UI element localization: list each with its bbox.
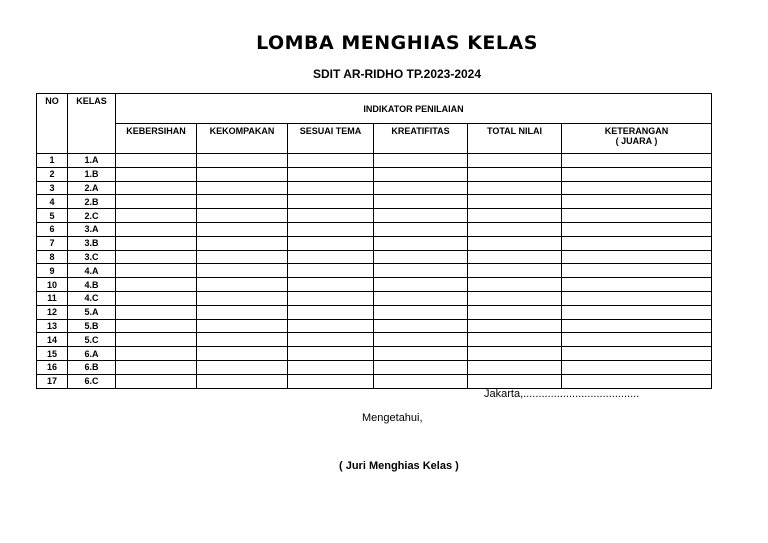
row-kelas: 3.A xyxy=(68,222,116,236)
score-cell xyxy=(468,333,562,347)
score-cell xyxy=(288,181,374,195)
row-no: 8 xyxy=(37,250,68,264)
score-cell xyxy=(116,236,197,250)
score-cell xyxy=(468,264,562,278)
score-cell xyxy=(374,305,468,319)
score-cell xyxy=(468,209,562,223)
score-cell xyxy=(288,236,374,250)
score-cell xyxy=(197,347,288,361)
table-row xyxy=(37,181,712,195)
header-keterangan xyxy=(562,124,712,154)
row-no: 4 xyxy=(37,195,68,209)
score-cell xyxy=(288,278,374,292)
row-no: 9 xyxy=(37,264,68,278)
signatory-label: ( Juri Menghias Kelas ) xyxy=(339,460,459,472)
row-no: 10 xyxy=(37,278,68,292)
score-cell xyxy=(468,291,562,305)
table-row xyxy=(37,167,712,181)
score-cell xyxy=(197,209,288,223)
score-cell xyxy=(116,347,197,361)
score-cell xyxy=(116,167,197,181)
score-cell xyxy=(562,222,712,236)
score-cell xyxy=(116,374,197,388)
score-cell xyxy=(197,360,288,374)
row-kelas: 4.A xyxy=(68,264,116,278)
score-cell xyxy=(562,250,712,264)
header-no: NO xyxy=(37,94,68,154)
header-total-nilai: TOTAL NILAI xyxy=(468,124,562,154)
score-cell xyxy=(116,181,197,195)
score-cell xyxy=(197,236,288,250)
document-subtitle: SDIT AR-RIDHO TP.2023-2024 xyxy=(312,67,482,81)
score-cell xyxy=(562,209,712,223)
table-row xyxy=(37,305,712,319)
row-kelas: 5.B xyxy=(68,319,116,333)
row-kelas: 3.C xyxy=(68,250,116,264)
row-no: 13 xyxy=(37,319,68,333)
score-cell xyxy=(562,167,712,181)
score-cell xyxy=(197,222,288,236)
table-row xyxy=(37,222,712,236)
score-cell xyxy=(197,291,288,305)
header-kreatifitas: KREATIFITAS xyxy=(374,124,468,154)
score-cell xyxy=(116,360,197,374)
row-no: 15 xyxy=(37,347,68,361)
score-cell xyxy=(116,319,197,333)
row-kelas: 4.B xyxy=(68,278,116,292)
score-cell xyxy=(468,360,562,374)
score-cell xyxy=(562,181,712,195)
row-no: 5 xyxy=(37,209,68,223)
table-row xyxy=(37,333,712,347)
score-cell xyxy=(288,250,374,264)
row-kelas: 6.C xyxy=(68,374,116,388)
score-cell xyxy=(374,319,468,333)
table-row xyxy=(37,250,712,264)
header-sesuai-tema: SESUAI TEMA xyxy=(288,124,374,154)
score-table xyxy=(36,93,712,389)
score-cell xyxy=(288,264,374,278)
score-cell xyxy=(116,195,197,209)
score-cell xyxy=(197,167,288,181)
row-kelas: 1.A xyxy=(68,154,116,168)
score-cell xyxy=(116,250,197,264)
score-cell xyxy=(197,195,288,209)
row-kelas: 3.B xyxy=(68,236,116,250)
score-cell xyxy=(562,360,712,374)
table-row xyxy=(37,154,712,168)
row-no: 7 xyxy=(37,236,68,250)
score-cell xyxy=(374,333,468,347)
row-no: 16 xyxy=(37,360,68,374)
score-cell xyxy=(288,167,374,181)
score-cell xyxy=(468,236,562,250)
row-kelas: 4.C xyxy=(68,291,116,305)
score-cell xyxy=(197,319,288,333)
score-cell xyxy=(288,319,374,333)
score-cell xyxy=(562,333,712,347)
table-row xyxy=(37,360,712,374)
score-cell xyxy=(116,209,197,223)
score-cell xyxy=(562,319,712,333)
score-cell xyxy=(374,264,468,278)
score-cell xyxy=(197,181,288,195)
score-cell xyxy=(197,278,288,292)
score-cell xyxy=(468,250,562,264)
score-cell xyxy=(288,333,374,347)
row-no: 14 xyxy=(37,333,68,347)
score-cell xyxy=(374,154,468,168)
score-cell xyxy=(468,154,562,168)
row-kelas: 2.C xyxy=(68,209,116,223)
score-cell xyxy=(288,305,374,319)
score-cell xyxy=(288,374,374,388)
score-cell xyxy=(288,222,374,236)
score-cell xyxy=(468,347,562,361)
score-cell xyxy=(288,360,374,374)
header-kekompakan: KEKOMPAKAN xyxy=(197,124,288,154)
score-cell xyxy=(116,305,197,319)
score-cell xyxy=(288,347,374,361)
score-cell xyxy=(374,278,468,292)
score-cell xyxy=(197,305,288,319)
row-kelas: 6.A xyxy=(68,347,116,361)
score-cell xyxy=(374,236,468,250)
score-cell xyxy=(116,222,197,236)
score-cell xyxy=(374,209,468,223)
score-cell xyxy=(562,264,712,278)
header-kebersihan: KEBERSIHAN xyxy=(116,124,197,154)
header-keterangan-label: KETERANGAN xyxy=(604,126,669,136)
score-cell xyxy=(562,305,712,319)
row-kelas: 1.B xyxy=(68,167,116,181)
row-kelas: 5.C xyxy=(68,333,116,347)
row-kelas: 6.B xyxy=(68,360,116,374)
score-cell xyxy=(374,360,468,374)
score-cell xyxy=(468,278,562,292)
header-keterangan-sub: ( JUARA ) xyxy=(615,136,658,146)
score-cell xyxy=(562,195,712,209)
header-indikator-penilaian: INDIKATOR PENILAIAN xyxy=(116,94,712,124)
table-row xyxy=(37,319,712,333)
score-cell xyxy=(374,167,468,181)
score-cell xyxy=(197,333,288,347)
table-row xyxy=(37,291,712,305)
score-cell xyxy=(468,167,562,181)
score-cell xyxy=(116,291,197,305)
score-cell xyxy=(116,264,197,278)
score-cell xyxy=(288,154,374,168)
row-kelas: 2.B xyxy=(68,195,116,209)
place-date: Jakarta,...................................... xyxy=(484,388,640,400)
score-cell xyxy=(197,374,288,388)
document-title: LOMBA MENGHIAS KELAS xyxy=(256,32,538,54)
table-row xyxy=(37,278,712,292)
score-cell xyxy=(197,154,288,168)
score-cell xyxy=(562,374,712,388)
table-row xyxy=(37,264,712,278)
row-no: 11 xyxy=(37,291,68,305)
table-body xyxy=(37,154,712,389)
score-cell xyxy=(197,264,288,278)
score-cell xyxy=(468,222,562,236)
table-row xyxy=(37,236,712,250)
table-row xyxy=(37,195,712,209)
acknowledged-label: Mengetahui, xyxy=(362,412,423,424)
score-cell xyxy=(562,347,712,361)
row-no: 2 xyxy=(37,167,68,181)
header-kelas: KELAS xyxy=(68,94,116,154)
score-cell xyxy=(288,195,374,209)
score-cell xyxy=(374,181,468,195)
score-cell xyxy=(468,195,562,209)
score-cell xyxy=(374,250,468,264)
score-cell xyxy=(374,374,468,388)
score-cell xyxy=(374,222,468,236)
row-no: 6 xyxy=(37,222,68,236)
score-cell xyxy=(468,305,562,319)
score-cell xyxy=(288,291,374,305)
row-no: 17 xyxy=(37,374,68,388)
score-cell xyxy=(374,347,468,361)
score-cell xyxy=(468,374,562,388)
score-cell xyxy=(288,209,374,223)
row-no: 12 xyxy=(37,305,68,319)
row-no: 3 xyxy=(37,181,68,195)
score-cell xyxy=(197,250,288,264)
row-kelas: 2.A xyxy=(68,181,116,195)
row-no: 1 xyxy=(37,154,68,168)
score-cell xyxy=(116,333,197,347)
score-cell xyxy=(468,181,562,195)
score-cell xyxy=(116,278,197,292)
score-cell xyxy=(562,236,712,250)
score-cell xyxy=(116,154,197,168)
score-cell xyxy=(562,291,712,305)
score-cell xyxy=(562,154,712,168)
table-row xyxy=(37,209,712,223)
score-cell xyxy=(562,278,712,292)
table-row xyxy=(37,374,712,388)
score-cell xyxy=(374,195,468,209)
table-row xyxy=(37,347,712,361)
score-cell xyxy=(374,291,468,305)
score-cell xyxy=(468,319,562,333)
row-kelas: 5.A xyxy=(68,305,116,319)
